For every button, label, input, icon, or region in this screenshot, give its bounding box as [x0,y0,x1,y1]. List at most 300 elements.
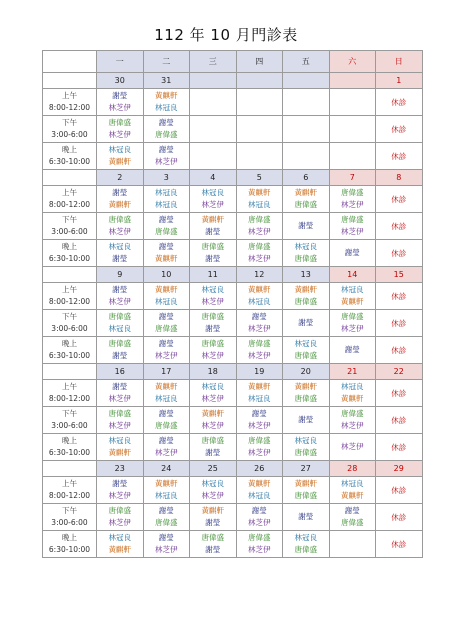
week-date-row [43,364,423,380]
closed-cell: 休診 [376,213,423,240]
session-label [43,380,97,407]
doctor-name: 唐偉盛 [248,533,271,542]
weekday-tue: 二 [143,51,190,73]
date-cell: 18 [190,364,237,380]
session-time: 3:00-6:00 [51,518,88,527]
session-time: 8:00-12:00 [48,394,91,403]
session-name: 上午 [62,285,77,294]
doctor-name: 林冠良 [201,285,224,294]
session-row-evening [43,434,423,461]
doctor-name: 黃麒軒 [248,285,271,294]
doctor-name: 林芝伊 [341,200,364,209]
doctor-name: 謝瑩 [158,409,174,418]
doctor-slot-cell [190,477,237,504]
doctor-slot-cell [97,143,144,170]
doctor-name: 謝瑩 [251,409,267,418]
session-name: 晚上 [62,145,77,154]
weekday-mon: 一 [97,51,144,73]
doctor-name: 謝瑩 [158,533,174,542]
doctor-slot-cell [329,380,376,407]
date-cell: 22 [376,364,423,380]
doctor-slot-cell [283,407,330,434]
doctor-name: 林芝伊 [108,227,131,236]
doctor-slot-cell [329,89,376,116]
doctor-name: 黃麒軒 [294,382,317,391]
doctor-name: 林冠良 [201,479,224,488]
doctor-name: 林芝伊 [201,491,224,500]
doctor-slot-cell [143,407,190,434]
doctor-name: 林冠良 [108,533,131,542]
doctor-slot-cell [329,477,376,504]
closed-cell: 休診 [376,337,423,364]
doctor-name: 林冠良 [248,491,271,500]
session-row-evening [43,240,423,267]
doctor-slot-cell [236,380,283,407]
doctor-name: 林冠良 [108,145,131,154]
week-date-row [43,267,423,283]
session-label [43,143,97,170]
doctor-slot-cell [97,89,144,116]
doctor-name: 唐偉盛 [294,297,317,306]
doctor-name: 黃麒軒 [201,506,224,515]
session-name: 上午 [62,479,77,488]
date-cell: 25 [190,461,237,477]
session-time: 3:00-6:00 [51,130,88,139]
doctor-slot-cell [236,504,283,531]
doctor-name: 黃麒軒 [248,382,271,391]
doctor-name: 謝瑩 [158,242,174,251]
doctor-name: 林芝伊 [248,351,271,360]
page-title: 112 年 10 月門診表 [154,26,298,44]
doctor-name: 林芝伊 [201,421,224,430]
session-label [43,283,97,310]
doctor-name: 唐偉盛 [201,242,224,251]
doctor-name: 林冠良 [248,394,271,403]
doctor-name: 唐偉盛 [155,421,178,430]
session-label [43,310,97,337]
doctor-slot-cell [190,240,237,267]
doctor-name: 林芝伊 [341,442,364,451]
doctor-name: 謝瑩 [158,506,174,515]
doctor-slot-cell [236,283,283,310]
session-row-morning [43,186,423,213]
doctor-name: 謝瑩 [205,518,221,527]
doctor-name: 林冠良 [294,242,317,251]
doctor-slot-cell [329,283,376,310]
doctor-name: 林冠良 [294,339,317,348]
doctor-name: 唐偉盛 [294,394,317,403]
date-cell: 29 [376,461,423,477]
doctor-name: 林芝伊 [341,324,364,333]
session-row-evening [43,531,423,558]
doctor-name: 林冠良 [248,297,271,306]
doctor-name: 謝瑩 [112,351,128,360]
doctor-name: 唐偉盛 [155,324,178,333]
date-cell: 30 [97,73,144,89]
doctor-slot-cell [97,504,144,531]
doctor-name: 林冠良 [201,382,224,391]
doctor-name: 謝瑩 [205,254,221,263]
doctor-slot-cell [190,186,237,213]
doctor-name: 唐偉盛 [248,242,271,251]
doctor-slot-cell [97,310,144,337]
doctor-slot-cell [190,213,237,240]
doctor-slot-cell [97,380,144,407]
session-name: 下午 [62,215,77,224]
doctor-slot-cell [97,531,144,558]
doctor-slot-cell [283,477,330,504]
doctor-name: 林芝伊 [201,351,224,360]
doctor-slot-cell [97,213,144,240]
closed-cell: 休診 [376,116,423,143]
session-time: 3:00-6:00 [51,227,88,236]
doctor-name: 林芝伊 [341,421,364,430]
doctor-name: 林冠良 [341,479,364,488]
doctor-name: 黃麒軒 [341,297,364,306]
doctor-name: 林芝伊 [155,157,178,166]
session-name: 下午 [62,506,77,515]
doctor-slot-cell [283,380,330,407]
doctor-name: 林芝伊 [108,297,131,306]
doctor-name: 唐偉盛 [341,312,364,321]
closed-cell: 休診 [376,143,423,170]
doctor-name: 唐偉盛 [341,215,364,224]
doctor-slot-cell [190,89,237,116]
doctor-name: 黃麒軒 [108,545,131,554]
doctor-name: 林芝伊 [108,103,131,112]
doctor-slot-cell [329,240,376,267]
date-cell: 27 [283,461,330,477]
doctor-name: 唐偉盛 [108,215,131,224]
date-cell [190,73,237,89]
doctor-slot-cell [329,116,376,143]
date-cell: 15 [376,267,423,283]
doctor-slot-cell [283,89,330,116]
header-corner-cell [43,51,97,73]
doctor-name: 謝瑩 [158,312,174,321]
doctor-slot-cell [329,504,376,531]
doctor-name: 唐偉盛 [201,312,224,321]
doctor-slot-cell [143,283,190,310]
weekday-header-row [43,51,423,73]
doctor-name: 林芝伊 [248,254,271,263]
doctor-name: 黃麒軒 [108,200,131,209]
doctor-slot-cell [283,116,330,143]
date-cell: 17 [143,364,190,380]
date-cell: 23 [97,461,144,477]
weekday-thu: 四 [236,51,283,73]
doctor-slot-cell [190,504,237,531]
doctor-name: 黃麒軒 [155,254,178,263]
doctor-slot-cell [236,407,283,434]
session-name: 上午 [62,91,77,100]
doctor-name: 謝瑩 [344,506,360,515]
session-name: 下午 [62,312,77,321]
doctor-slot-cell [236,531,283,558]
doctor-name: 林芝伊 [248,227,271,236]
doctor-slot-cell [143,240,190,267]
doctor-name: 林芝伊 [248,324,271,333]
date-cell: 8 [376,170,423,186]
closed-cell: 休診 [376,89,423,116]
session-time: 3:00-6:00 [51,324,88,333]
doctor-name: 黃麒軒 [201,215,224,224]
doctor-name: 林冠良 [248,200,271,209]
doctor-name: 唐偉盛 [108,118,131,127]
session-name: 晚上 [62,242,77,251]
doctor-slot-cell [190,434,237,461]
session-name: 上午 [62,382,77,391]
doctor-slot-cell [190,116,237,143]
session-name: 晚上 [62,436,77,445]
doctor-name: 林芝伊 [248,545,271,554]
doctor-name: 黃麒軒 [155,285,178,294]
date-cell: 1 [376,73,423,89]
doctor-slot-cell [143,337,190,364]
date-cell: 26 [236,461,283,477]
doctor-name: 林冠良 [155,394,178,403]
clinic-schedule-table [42,50,423,558]
session-row-afternoon [43,310,423,337]
closed-cell: 休診 [376,310,423,337]
doctor-name: 林芝伊 [201,394,224,403]
doctor-name: 黃麒軒 [294,479,317,488]
date-cell: 5 [236,170,283,186]
doctor-name: 謝瑩 [298,221,314,230]
date-cell [283,73,330,89]
doctor-name: 謝瑩 [158,215,174,224]
doctor-name: 謝瑩 [251,312,267,321]
doctor-slot-cell [283,240,330,267]
doctor-slot-cell [236,213,283,240]
doctor-name: 唐偉盛 [155,227,178,236]
doctor-name: 謝瑩 [205,324,221,333]
doctor-name: 黃麒軒 [201,409,224,418]
week-date-row [43,73,423,89]
doctor-slot-cell [190,407,237,434]
session-row-morning [43,283,423,310]
doctor-name: 林冠良 [341,285,364,294]
doctor-name: 林芝伊 [108,394,131,403]
session-time: 8:00-12:00 [48,103,91,112]
doctor-slot-cell [190,380,237,407]
doctor-slot-cell [143,477,190,504]
doctor-name: 謝瑩 [298,415,314,424]
doctor-name: 林冠良 [108,242,131,251]
doctor-name: 林芝伊 [201,297,224,306]
date-cell: 11 [190,267,237,283]
doctor-name: 唐偉盛 [341,188,364,197]
session-label [43,531,97,558]
date-cell [329,73,376,89]
session-name: 下午 [62,118,77,127]
doctor-name: 林芝伊 [108,421,131,430]
doctor-name: 謝瑩 [251,506,267,515]
session-time: 8:00-12:00 [48,200,91,209]
date-cell: 19 [236,364,283,380]
doctor-name: 謝瑩 [112,382,128,391]
date-cell: 14 [329,267,376,283]
session-row-morning [43,477,423,504]
doctor-name: 謝瑩 [298,318,314,327]
doctor-name: 唐偉盛 [248,436,271,445]
doctor-name: 唐偉盛 [108,339,131,348]
doctor-slot-cell [283,434,330,461]
session-row-evening [43,143,423,170]
doctor-slot-cell [283,504,330,531]
closed-cell: 休診 [376,380,423,407]
doctor-name: 黃麒軒 [155,479,178,488]
session-time: 6:30-10:00 [48,254,91,263]
doctor-name: 黃麒軒 [248,188,271,197]
doctor-name: 唐偉盛 [108,409,131,418]
doctor-slot-cell [143,380,190,407]
session-label [43,240,97,267]
session-label [43,337,97,364]
weekday-sun: 日 [376,51,423,73]
doctor-slot-cell [97,283,144,310]
doctor-name: 林冠良 [201,188,224,197]
doctor-slot-cell [329,186,376,213]
doctor-name: 林芝伊 [248,448,271,457]
session-name: 晚上 [62,339,77,348]
closed-cell: 休診 [376,240,423,267]
doctor-name: 林冠良 [155,200,178,209]
date-row-label-cell [43,267,97,283]
doctor-slot-cell [190,310,237,337]
session-label [43,89,97,116]
doctor-name: 唐偉盛 [294,491,317,500]
date-cell: 21 [329,364,376,380]
closed-cell: 休診 [376,504,423,531]
session-label [43,116,97,143]
doctor-name: 唐偉盛 [248,215,271,224]
doctor-name: 林冠良 [155,297,178,306]
doctor-name: 唐偉盛 [294,351,317,360]
session-time: 6:30-10:00 [48,351,91,360]
weekday-wed: 三 [190,51,237,73]
doctor-name: 唐偉盛 [201,339,224,348]
closed-cell: 休診 [376,186,423,213]
closed-cell: 休診 [376,531,423,558]
date-cell: 24 [143,461,190,477]
doctor-name: 謝瑩 [205,545,221,554]
doctor-slot-cell [236,116,283,143]
doctor-name: 黃麒軒 [108,448,131,457]
doctor-slot-cell [97,186,144,213]
session-time: 6:30-10:00 [48,545,91,554]
doctor-slot-cell [190,143,237,170]
doctor-name: 謝瑩 [344,248,360,257]
doctor-slot-cell [329,337,376,364]
doctor-name: 林冠良 [155,491,178,500]
session-row-afternoon [43,504,423,531]
date-cell: 9 [97,267,144,283]
session-label [43,186,97,213]
session-time: 3:00-6:00 [51,421,88,430]
weekday-sat: 六 [329,51,376,73]
session-row-afternoon [43,407,423,434]
session-row-evening [43,337,423,364]
doctor-slot-cell [143,143,190,170]
closed-cell: 休診 [376,477,423,504]
doctor-name: 謝瑩 [205,448,221,457]
session-name: 晚上 [62,533,77,542]
date-cell: 16 [97,364,144,380]
date-cell: 3 [143,170,190,186]
doctor-name: 唐偉盛 [294,545,317,554]
date-cell: 13 [283,267,330,283]
date-row-label-cell [43,73,97,89]
doctor-name: 林冠良 [155,103,178,112]
doctor-name: 黃麒軒 [294,285,317,294]
doctor-name: 黃麒軒 [108,157,131,166]
doctor-slot-cell [283,337,330,364]
doctor-name: 林冠良 [108,324,131,333]
doctor-slot-cell [329,531,376,558]
doctor-slot-cell [329,434,376,461]
doctor-name: 謝瑩 [298,512,314,521]
doctor-name: 唐偉盛 [155,518,178,527]
date-cell: 2 [97,170,144,186]
closed-cell: 休診 [376,407,423,434]
doctor-slot-cell [283,186,330,213]
doctor-slot-cell [283,213,330,240]
doctor-slot-cell [97,240,144,267]
doctor-name: 謝瑩 [112,91,128,100]
date-cell: 12 [236,267,283,283]
doctor-slot-cell [143,434,190,461]
doctor-slot-cell [283,310,330,337]
session-row-morning [43,380,423,407]
doctor-slot-cell [329,213,376,240]
doctor-name: 林冠良 [108,436,131,445]
session-name: 下午 [62,409,77,418]
doctor-slot-cell [236,240,283,267]
date-cell: 4 [190,170,237,186]
session-time: 6:30-10:00 [48,448,91,457]
session-row-morning [43,89,423,116]
session-row-afternoon [43,213,423,240]
session-time: 8:00-12:00 [48,491,91,500]
week-date-row [43,461,423,477]
doctor-slot-cell [329,310,376,337]
date-row-label-cell [43,461,97,477]
doctor-name: 唐偉盛 [341,409,364,418]
weekday-fri: 五 [283,51,330,73]
doctor-slot-cell [143,186,190,213]
doctor-name: 唐偉盛 [341,518,364,527]
doctor-name: 唐偉盛 [248,339,271,348]
session-row-afternoon [43,116,423,143]
doctor-slot-cell [329,407,376,434]
doctor-name: 謝瑩 [158,339,174,348]
doctor-slot-cell [236,143,283,170]
doctor-slot-cell [190,283,237,310]
doctor-name: 黃麒軒 [248,479,271,488]
doctor-name: 林芝伊 [341,227,364,236]
doctor-name: 唐偉盛 [294,254,317,263]
doctor-name: 謝瑩 [158,118,174,127]
doctor-slot-cell [143,310,190,337]
doctor-name: 黃麒軒 [341,394,364,403]
doctor-name: 林芝伊 [155,448,178,457]
doctor-name: 謝瑩 [158,436,174,445]
doctor-name: 林芝伊 [155,545,178,554]
doctor-name: 謝瑩 [112,479,128,488]
doctor-slot-cell [97,116,144,143]
doctor-slot-cell [143,89,190,116]
